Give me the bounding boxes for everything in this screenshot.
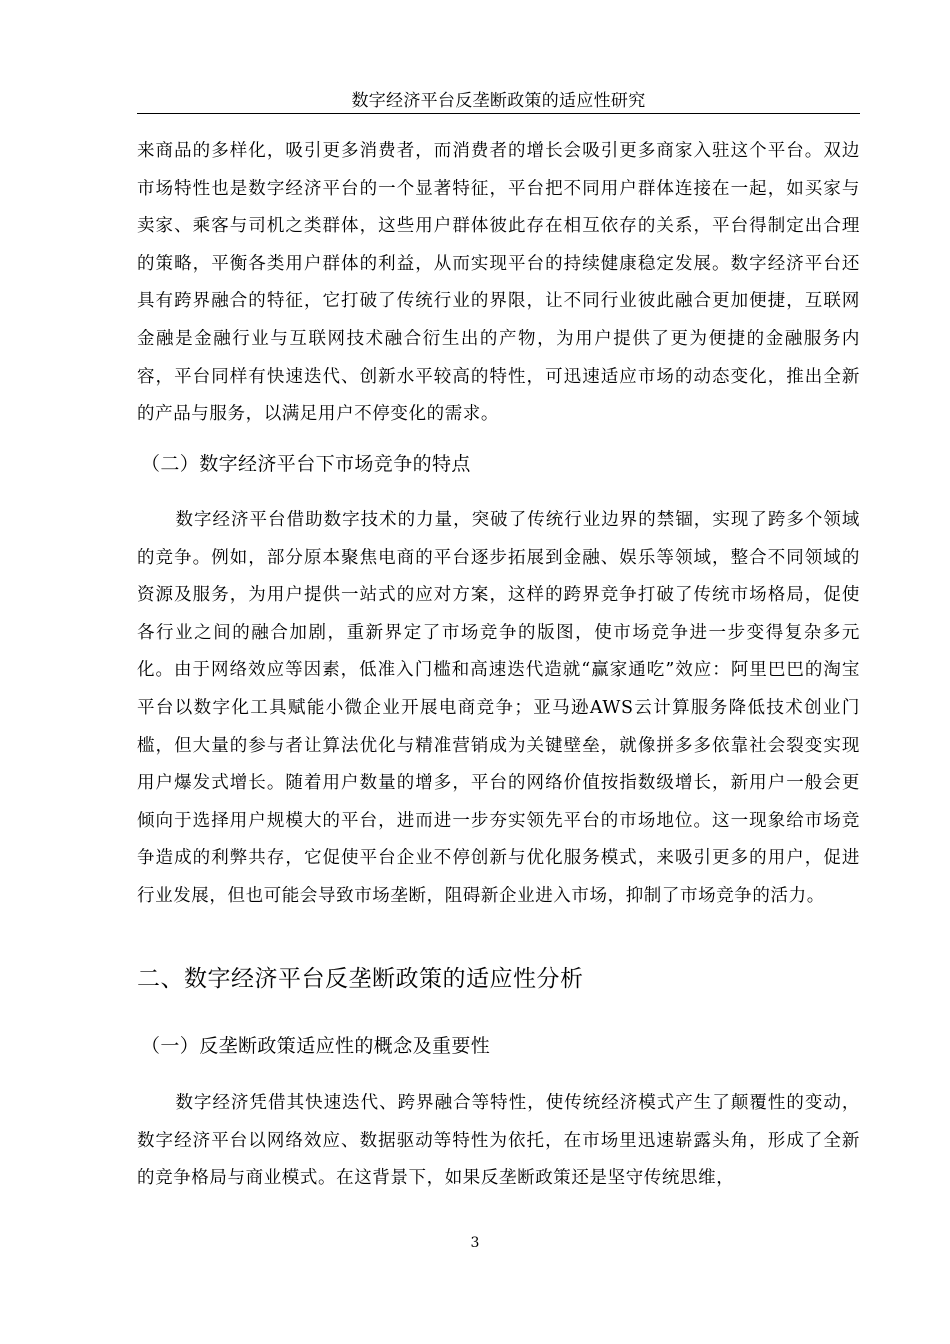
section-heading-adaptability-analysis: 二、数字经济平台反垄断政策的适应性分析 — [137, 966, 584, 992]
paragraph-adaptability-concept: 数字经济凭借其快速迭代、跨界融合等特性，使传统经济模式产生了颠覆性的变动，数字经济平台以网络效应、数据驱动等特性为依托，在市场里迅速崭露头角，形成了全新的竞争格局与商业模式。在这背景下，如果反垄断政策还是坚守传统思维， — [137, 1093, 860, 1189]
subheading-adaptability-concept: （一）反垄断政策适应性的概念及重要性 — [141, 1035, 491, 1057]
subheading-market-competition-features: （二）数字经济平台下市场竞争的特点 — [141, 453, 471, 475]
paragraph-market-competition: 数字经济平台借助数字技术的力量，突破了传统行业边界的禁锢，实现了跨多个领域的竞争。例如，部分原本聚焦电商的平台逐步拓展到金融、娱乐等领域，整合不同领域的资源及服务，为用户提供一站式的应对方案，这样的跨界竞争打破了传统市场格局，促使各行业之间的融合加剧，重新界定了市场竞争的版图，使市场竞争进一步变得复杂多元化。由于网络效应等因素，低准入门槛和高速迭代造就“赢家通吃”效应：阿里巴巴的淘宝平台以数字化工具赋能小微企业开展电商竞争；亚马逊AWS云计算服务降低技术创业门槛，但大量的参与者让算法优化与精准营销成为关键壁垒，就像拼多多依靠社会裂变实现用户爆发式增长。随着用户数量的增多，平台的网络价值按指数级增长，新用户一般会更倾向于选择用户规模大的平台，进而进一步夯实领先平台的市场地位。这一现象给市场竞争造成的利弊共存，它促使平台企业不停创新与优化服务模式，来吸引更多的用户，促进行业发展，但也可能会导致市场垄断，阻碍新企业进入市场，抑制了市场竞争的活力。 — [137, 510, 860, 906]
running-header-title: 数字经济平台反垄断政策的适应性研究 — [351, 91, 646, 111]
header-divider — [137, 113, 860, 114]
page-number: 3 — [470, 1235, 480, 1251]
paragraph-platform-features: 来商品的多样化，吸引更多消费者，而消费者的增长会吸引更多商家入驻这个平台。双边市场特性也是数字经济平台的一个显著特征，平台把不同用户群体连接在一起，如买家与卖家、乘客与司机之类群体，这些用户群体彼此存在相互依存的关系，平台得制定出合理的策略，平衡各类用户群体的利益，从而实现平台的持续健康稳定发展。数字经济平台还具有跨界融合的特征，它打破了传统行业的界限，让不同行业彼此融合更加便捷，互联网金融是金融行业与互联网技术融合衍生出的产物，为用户提供了更为便捷的金融服务内容，平台同样有快速迭代、创新水平较高的特性，可迅速适应市场的动态变化，推出全新的产品与服务，以满足用户不停变化的需求。 — [137, 141, 860, 425]
